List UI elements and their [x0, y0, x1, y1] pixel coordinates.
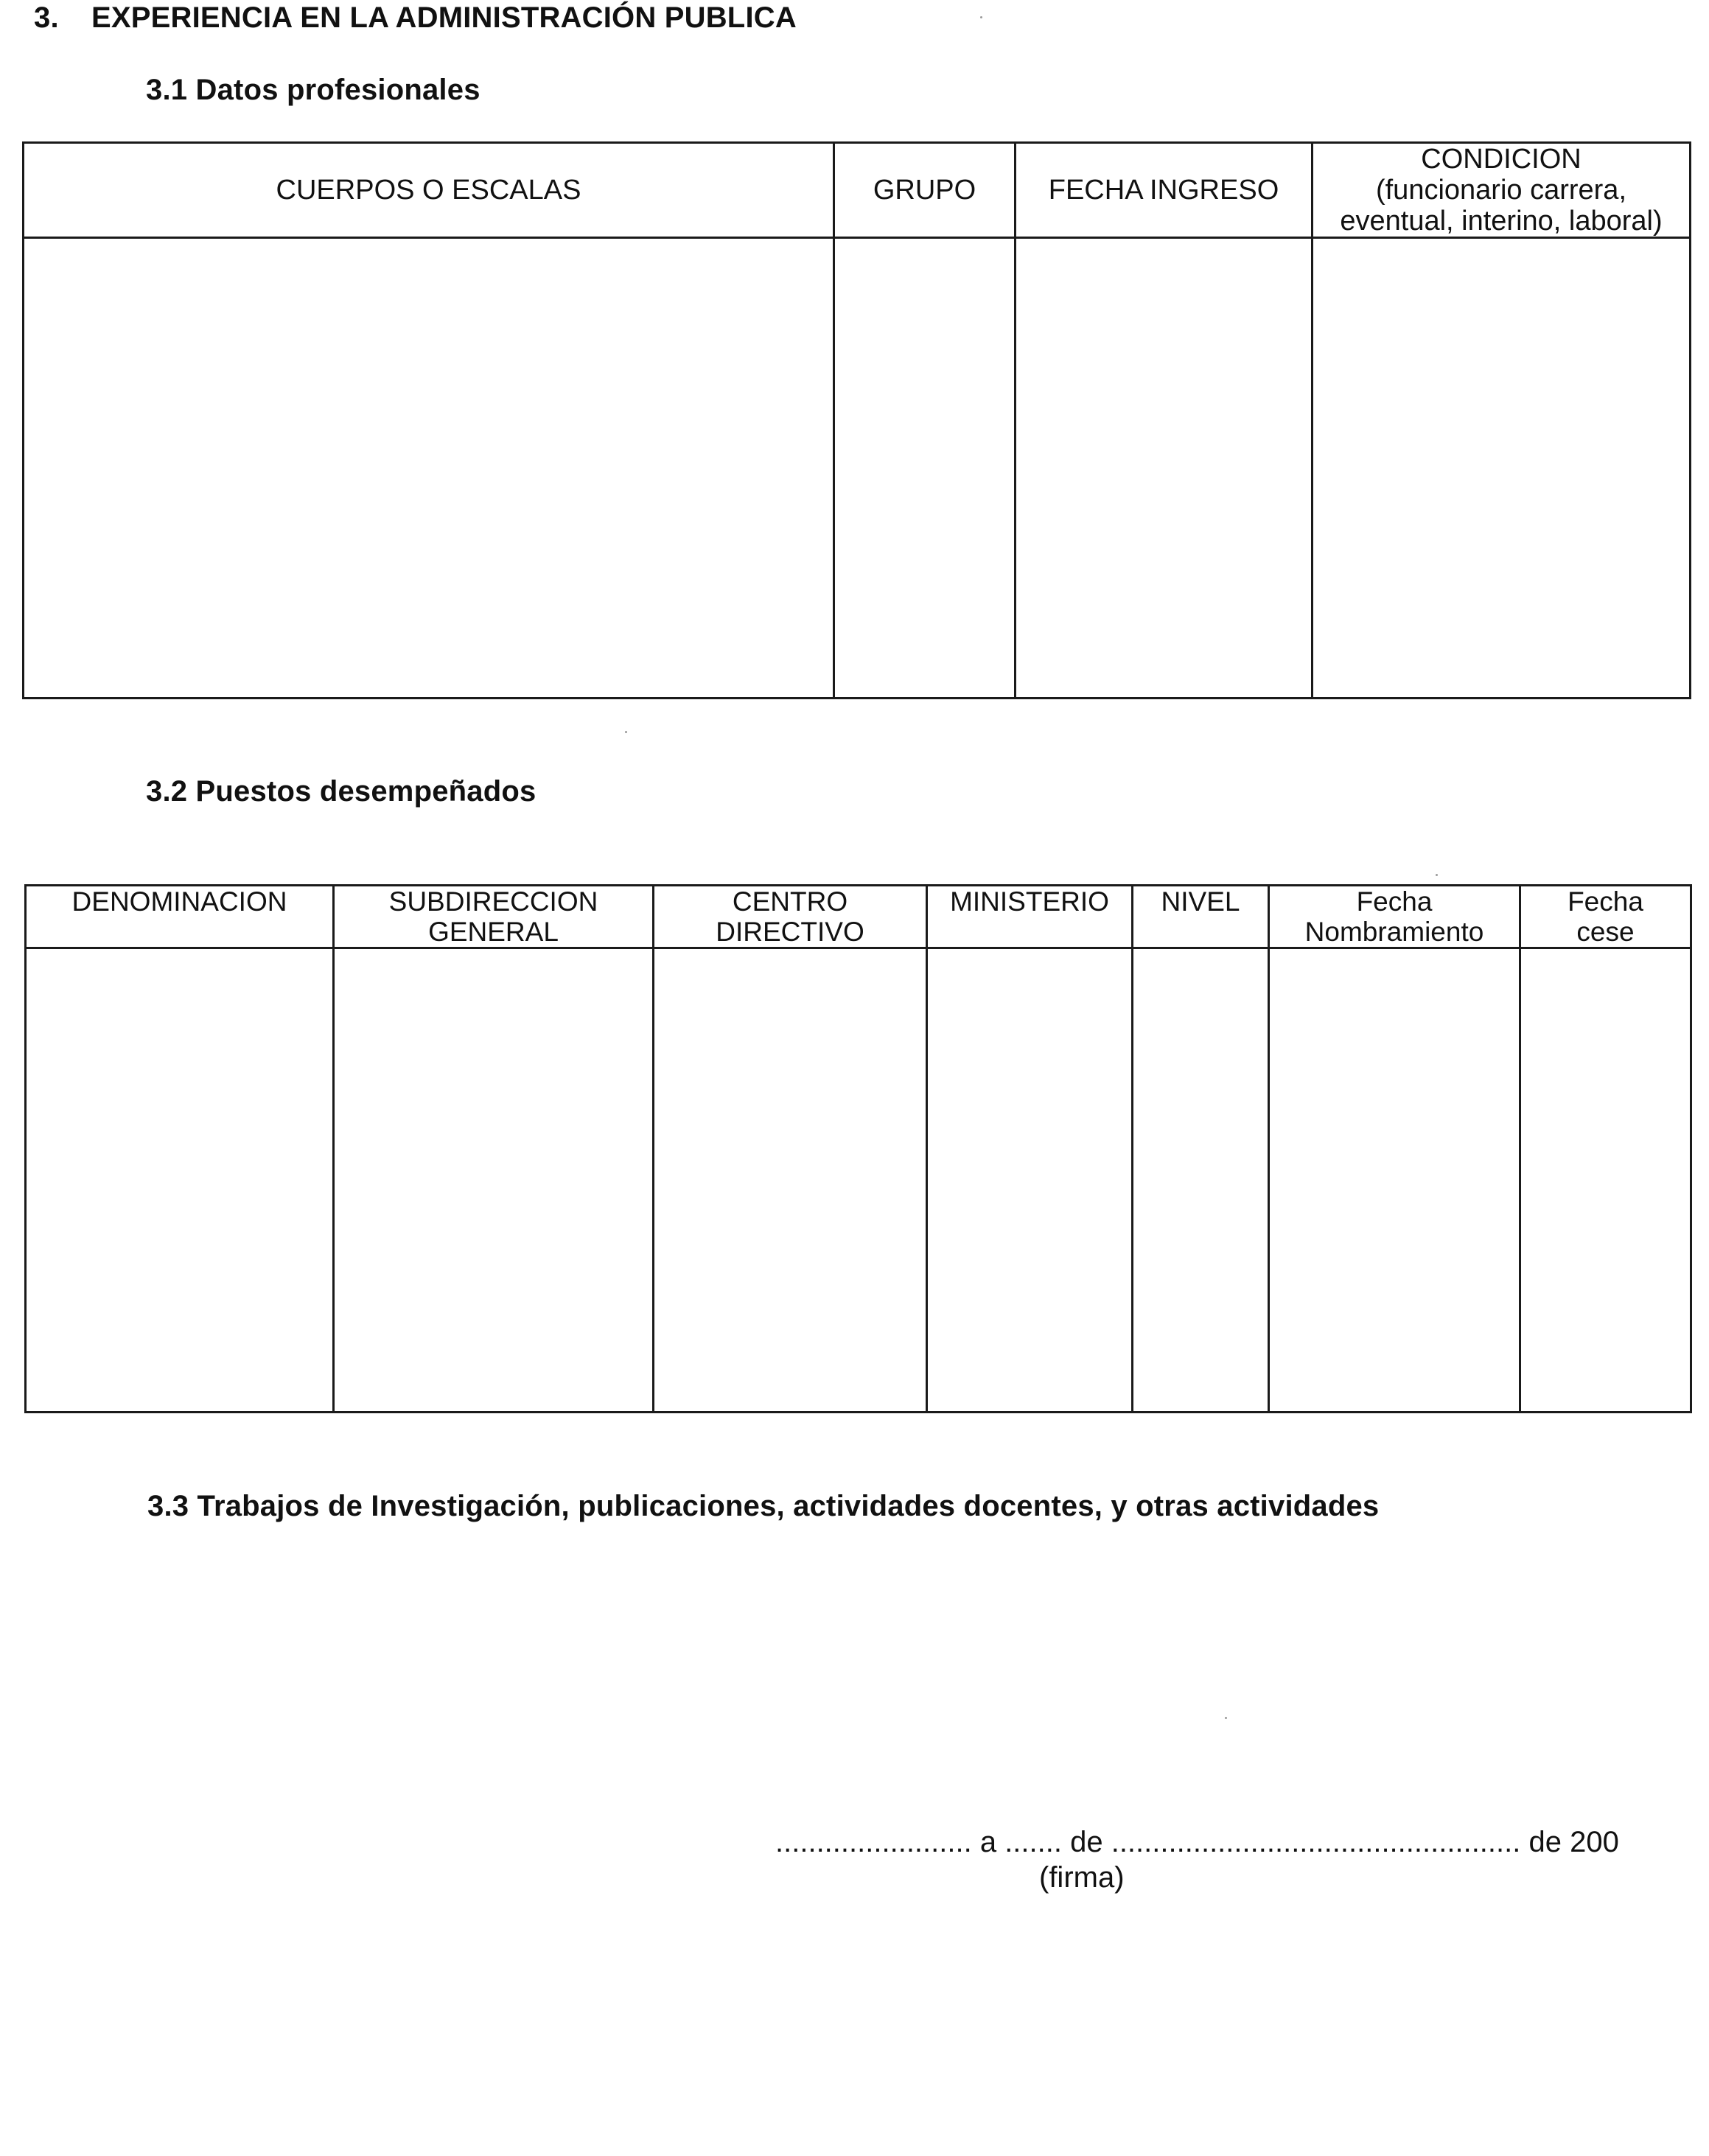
- cuerpos-escalas-cell[interactable]: [24, 238, 834, 699]
- header-ministerio: [927, 886, 1133, 948]
- centro-directivo-cell[interactable]: [654, 948, 927, 1413]
- table-header-row: [24, 143, 1691, 238]
- subdireccion-general-cell[interactable]: [334, 948, 654, 1413]
- header-fecha-nombramiento-line2: Nombramiento: [1304, 917, 1484, 947]
- scan-speck: [625, 731, 627, 733]
- header-centro-line2: DIRECTIVO: [716, 917, 864, 947]
- table-row: [26, 948, 1691, 1413]
- header-condicion-line1: (funcionario carrera,: [1375, 175, 1627, 206]
- scan-speck: [1436, 874, 1438, 876]
- header-centro-line1: CENTRO: [732, 886, 848, 917]
- header-fecha-cese: [1520, 886, 1691, 948]
- header-condicion-title: CONDICION: [1421, 144, 1582, 175]
- header-fecha-ingreso: FECHA INGRESO: [1016, 143, 1313, 238]
- scan-speck: [980, 16, 982, 18]
- section-3-2-title: 3.2 Puestos desempeñados: [146, 775, 537, 808]
- grupo-cell[interactable]: [834, 238, 1016, 699]
- header-fecha-cese-line2: cese: [1576, 917, 1635, 947]
- datos-profesionales-table: [22, 141, 1691, 699]
- header-subdireccion-line2: GENERAL: [428, 917, 559, 947]
- header-nivel: [1133, 886, 1269, 948]
- section-3-number: 3.: [34, 1, 59, 34]
- header-centro-directivo: [654, 886, 927, 948]
- firma-label: (firma): [1039, 1861, 1125, 1894]
- place-date-line: ........................ a ....... de .................................................. de 200: [775, 1826, 1619, 1858]
- table-header-row: [26, 886, 1691, 948]
- header-subdireccion-line1: SUBDIRECCION: [388, 886, 598, 917]
- header-condicion-line2: eventual, interino, laboral): [1340, 206, 1663, 237]
- header-fecha-nombramiento: [1269, 886, 1520, 948]
- fecha-cese-cell[interactable]: [1520, 948, 1691, 1413]
- section-3-1-title: 3.1 Datos profesionales: [146, 74, 480, 106]
- header-grupo: GRUPO: [834, 143, 1016, 238]
- fecha-ingreso-cell[interactable]: [1016, 238, 1313, 699]
- denominacion-cell[interactable]: [26, 948, 334, 1413]
- section-3-heading: [34, 1, 797, 35]
- header-nivel-text: NIVEL: [1161, 886, 1240, 917]
- ministerio-cell[interactable]: [927, 948, 1133, 1413]
- header-fecha-cese-line1: Fecha: [1568, 886, 1643, 917]
- header-subdireccion-general: [334, 886, 654, 948]
- header-fecha-nombramiento-line1: Fecha: [1356, 886, 1433, 917]
- section-3-title: EXPERIENCIA EN LA ADMINISTRACIÓN PUBLICA: [91, 1, 797, 34]
- condicion-cell[interactable]: [1313, 238, 1691, 699]
- section-3-3-title: 3.3 Trabajos de Investigación, publicaciones, actividades docentes, y otras actividades: [147, 1490, 1380, 1522]
- puestos-desempenados-table: [24, 884, 1692, 1413]
- table-row: [24, 238, 1691, 699]
- header-cuerpos-escalas: CUERPOS O ESCALAS: [24, 143, 834, 238]
- nivel-cell[interactable]: [1133, 948, 1269, 1413]
- header-denominacion-text: DENOMINACION: [71, 886, 287, 917]
- header-condicion: [1313, 143, 1691, 238]
- scan-speck: [1225, 1717, 1227, 1719]
- fecha-nombramiento-cell[interactable]: [1269, 948, 1520, 1413]
- header-ministerio-text: MINISTERIO: [950, 886, 1109, 917]
- header-denominacion: [26, 886, 334, 948]
